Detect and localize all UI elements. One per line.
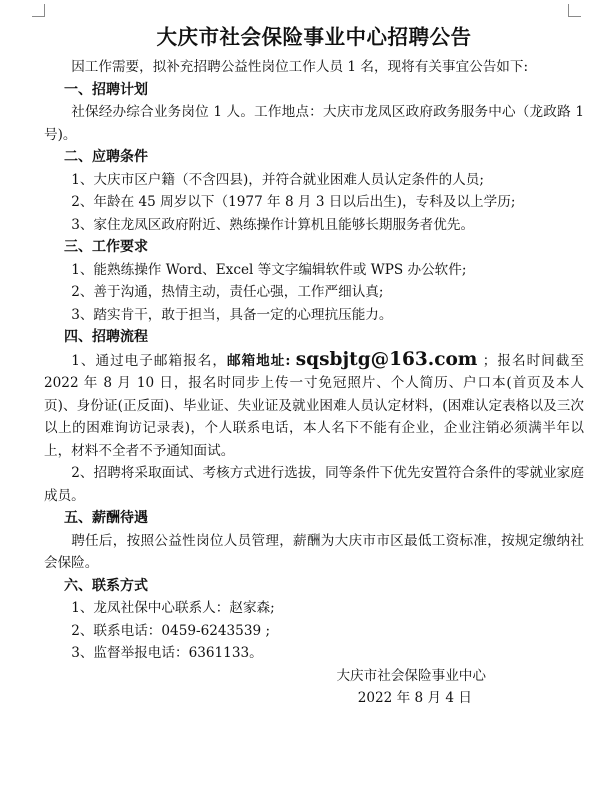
plan-text: 社保经办综合业务岗位 1 人。工作地点：大庆市龙凤区政府政务服务中心（龙政路 1 号)。 [44, 104, 584, 143]
process-item-1-prefix: 1、通过电子邮箱报名， [71, 352, 227, 369]
document-title: 大庆市社会保险事业中心招聘公告 [156, 25, 472, 49]
signature-org: 大庆市社会保险事业中心 [336, 667, 486, 684]
section-heading-requirements: 三、工作要求 [64, 239, 148, 255]
contact-item-1: 1、龙凤社保中心联系人：赵家森; [71, 600, 275, 616]
email-label: 邮箱地址: [226, 352, 291, 369]
process-item-1 [44, 349, 584, 463]
section-heading-contact: 六、联系方式 [64, 577, 148, 594]
condition-item-2: 2、年龄在 45 周岁以下（1977 年 8 月 3 日以后出生)，专科及以上学历; [71, 194, 516, 210]
requirement-item-3: 3、踏实肯干，敢于担当，具备一定的心理抗压能力。 [71, 306, 393, 323]
requirement-item-1: 1、能熟练操作 Word、Excel 等文字编辑软件或 WPS 办公软件; [71, 261, 467, 278]
process-item-2: 2、招聘将采取面试、考核方式进行选拔，同等条件下优先安置符合条件的零就业家庭成员。 [44, 465, 584, 504]
section-heading-plan: 一、招聘计划 [64, 81, 148, 98]
requirement-item-2: 2、善于沟通，热情主动，责任心强，工作严细认真; [71, 284, 384, 300]
process-item-1-rest: ；报名时间截至 2022 年 8 月 10 日，报名时同步上传一寸免冠照片、个人简历、户口本(首页及本人页)、身份证(正反面)、毕业证、失业证及就业困难人员认定材料，(困难认定表格以及三次以上的困难询访记录表)，个人联系电话，本人名下不能有企业，企业注销必须满半年以上，材料不全者不予通知面试。 [44, 352, 584, 459]
intro-paragraph: 因工作需要，拟补充招聘公益性岗位工作人员 1 名，现将有关事宜公告如下: [71, 59, 529, 75]
section-heading-process: 四、招聘流程 [64, 329, 148, 345]
condition-item-3: 3、家住龙凤区政府附近、熟练操作计算机且能够长期服务者优先。 [71, 216, 475, 233]
salary-text: 聘任后，按照公益性岗位人员管理，薪酬为大庆市市区最低工资标准，按规定缴纳社会保险。 [44, 532, 584, 571]
announcement-document [44, 20, 584, 710]
contact-item-2: 2、联系电话：0459-6243539 ; [71, 622, 271, 639]
page-corner-mark-right [568, 4, 581, 17]
contact-item-3: 3、监督举报电话：6361133。 [71, 645, 263, 661]
section-heading-conditions: 二、应聘条件 [64, 149, 148, 165]
page-corner-mark-left [32, 4, 45, 17]
signature-date: 2022 年 8 月 4 日 [357, 690, 472, 706]
condition-item-1: 1、大庆市区户籍（不含四县)，并符合就业困难人员认定条件的人员; [71, 171, 484, 188]
email-address[interactable]: sqsbjtg@163.com [295, 348, 478, 370]
section-heading-salary: 五、薪酬待遇 [64, 510, 148, 526]
